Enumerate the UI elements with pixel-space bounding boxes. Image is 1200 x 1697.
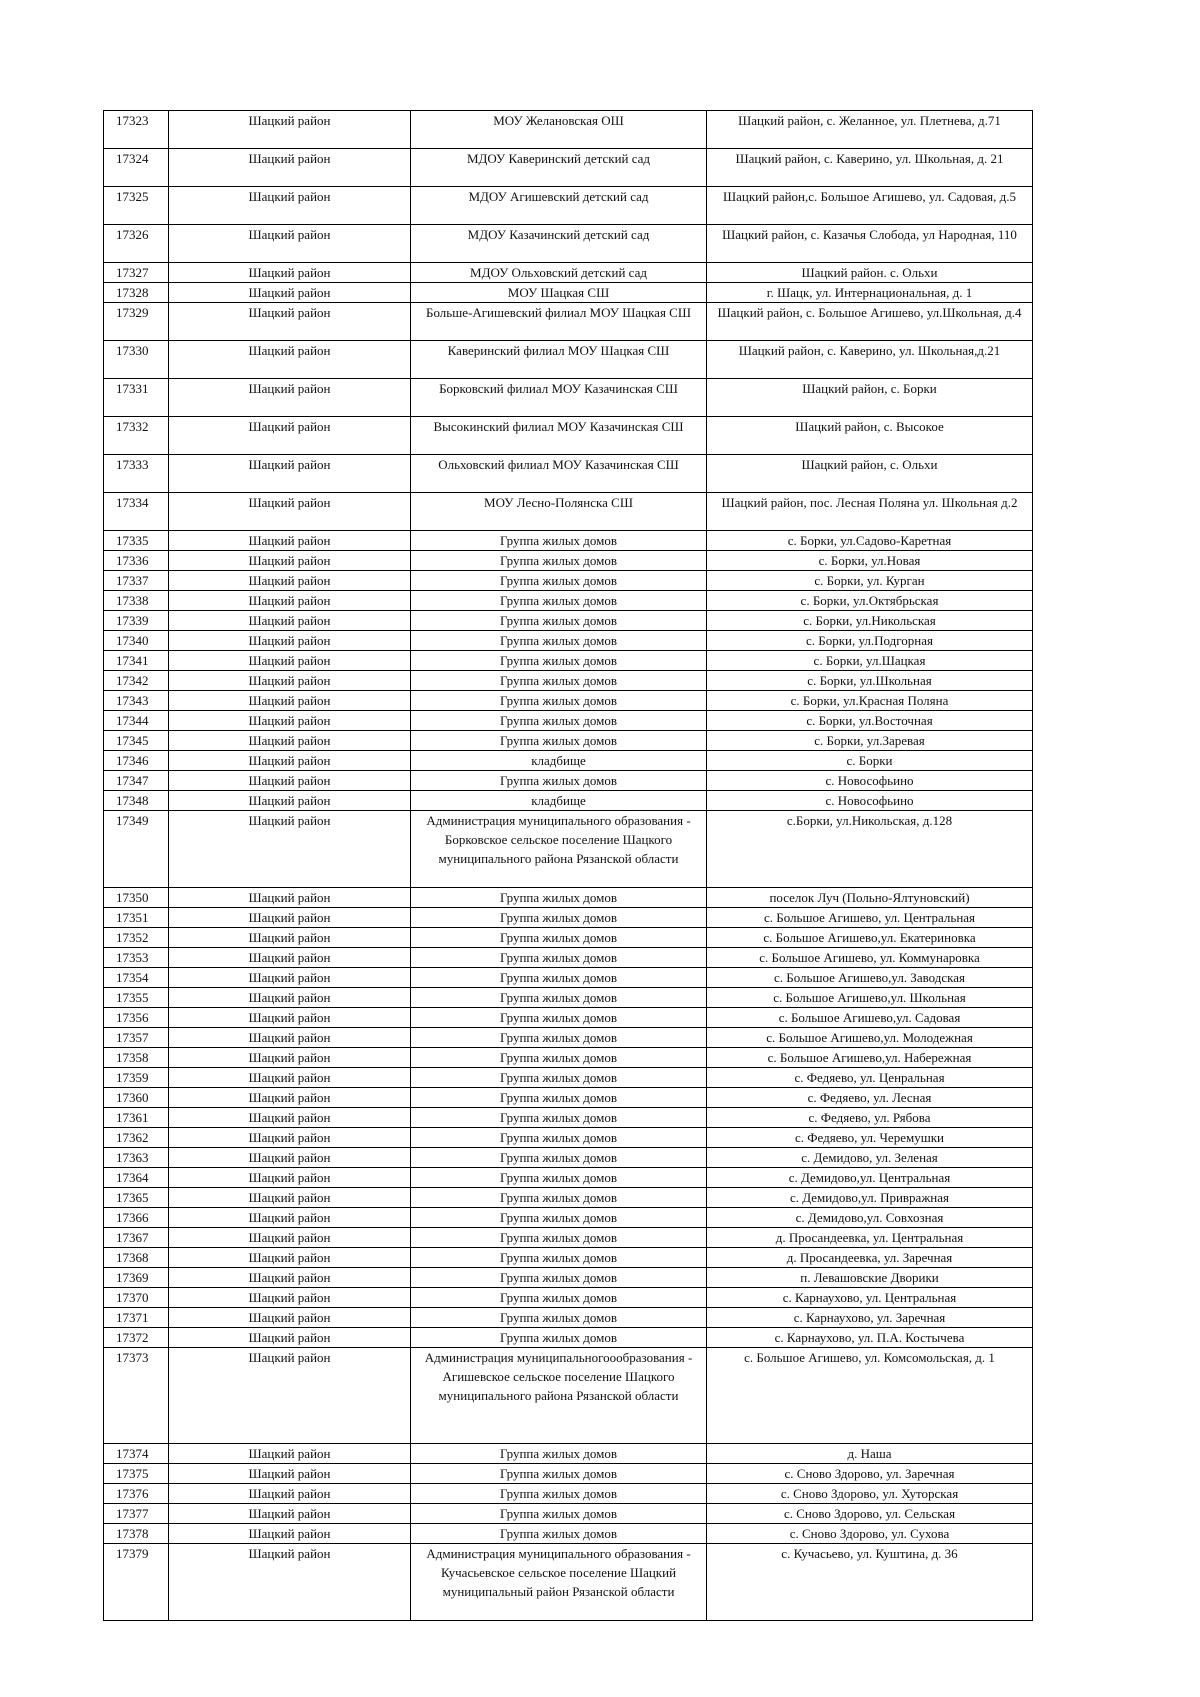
- row-id-cell: 17348: [104, 791, 169, 811]
- row-id-cell: 17341: [104, 651, 169, 671]
- object-name-cell: МДОУ Казачинский детский сад: [411, 225, 707, 263]
- address-cell: Шацкий район, с. Желанное, ул. Плетнева, д.71: [707, 111, 1033, 149]
- district-cell: Шацкий район: [169, 531, 411, 551]
- table-row: [104, 948, 1033, 968]
- table-row: [104, 111, 1033, 149]
- row-id-cell: 17354: [104, 968, 169, 988]
- district-cell: Шацкий район: [169, 751, 411, 771]
- district-cell: Шацкий район: [169, 771, 411, 791]
- object-name-cell: Группа жилых домов: [411, 928, 707, 948]
- district-cell: Шацкий район: [169, 631, 411, 651]
- address-cell: с. Новософьино: [707, 791, 1033, 811]
- district-cell: Шацкий район: [169, 187, 411, 225]
- table-row: [104, 1228, 1033, 1248]
- row-id-cell: 17351: [104, 908, 169, 928]
- object-name-cell: Группа жилых домов: [411, 1328, 707, 1348]
- table-row: [104, 1068, 1033, 1088]
- table-row: [104, 493, 1033, 531]
- row-id-cell: 17325: [104, 187, 169, 225]
- address-cell: д. Наша: [707, 1444, 1033, 1464]
- district-cell: Шацкий район: [169, 811, 411, 888]
- district-cell: Шацкий район: [169, 1464, 411, 1484]
- address-cell: с. Борки, ул.Новая: [707, 551, 1033, 571]
- address-cell: с. Федяево, ул. Черемушки: [707, 1128, 1033, 1148]
- object-name-cell: Группа жилых домов: [411, 1128, 707, 1148]
- district-cell: Шацкий район: [169, 671, 411, 691]
- district-cell: Шацкий район: [169, 149, 411, 187]
- address-cell: с. Карнаухово, ул. Центральная: [707, 1288, 1033, 1308]
- object-name-cell: Группа жилых домов: [411, 731, 707, 751]
- district-cell: Шацкий район: [169, 1444, 411, 1464]
- district-cell: Шацкий район: [169, 225, 411, 263]
- table-row: [104, 1168, 1033, 1188]
- object-name-cell: Группа жилых домов: [411, 1308, 707, 1328]
- row-id-cell: 17335: [104, 531, 169, 551]
- table-row: [104, 651, 1033, 671]
- table-row: [104, 1544, 1033, 1621]
- table-row: [104, 1128, 1033, 1148]
- table-row: [104, 1048, 1033, 1068]
- object-name-cell: Группа жилых домов: [411, 1464, 707, 1484]
- object-name-cell: Группа жилых домов: [411, 1268, 707, 1288]
- district-cell: Шацкий район: [169, 1168, 411, 1188]
- district-cell: Шацкий район: [169, 1308, 411, 1328]
- district-cell: Шацкий район: [169, 1544, 411, 1621]
- table-row: [104, 1328, 1033, 1348]
- district-cell: Шацкий район: [169, 888, 411, 908]
- object-name-cell: Группа жилых домов: [411, 908, 707, 928]
- object-name-cell: Группа жилых домов: [411, 888, 707, 908]
- district-cell: Шацкий район: [169, 1268, 411, 1288]
- row-id-cell: 17359: [104, 1068, 169, 1088]
- table-row: [104, 417, 1033, 455]
- table-row: [104, 1188, 1033, 1208]
- row-id-cell: 17337: [104, 571, 169, 591]
- object-name-cell: Группа жилых домов: [411, 771, 707, 791]
- address-cell: д. Просандеевка, ул. Центральная: [707, 1228, 1033, 1248]
- row-id-cell: 17339: [104, 611, 169, 631]
- object-name-cell: Группа жилых домов: [411, 1248, 707, 1268]
- district-cell: Шацкий район: [169, 1148, 411, 1168]
- district-cell: Шацкий район: [169, 1068, 411, 1088]
- table-row: [104, 187, 1033, 225]
- row-id-cell: 17334: [104, 493, 169, 531]
- address-cell: Шацкий район, с. Борки: [707, 379, 1033, 417]
- object-name-cell: МДОУ Ольховский детский сад: [411, 263, 707, 283]
- address-cell: с. Большое Агишево,ул. Екатериновка: [707, 928, 1033, 948]
- district-cell: Шацкий район: [169, 1108, 411, 1128]
- objects-table: [103, 110, 1033, 1621]
- table-row: [104, 691, 1033, 711]
- row-id-cell: 17352: [104, 928, 169, 948]
- district-cell: Шацкий район: [169, 417, 411, 455]
- object-name-cell: МОУ Лесно-Полянска СШ: [411, 493, 707, 531]
- district-cell: Шацкий район: [169, 1088, 411, 1108]
- table-row: [104, 1008, 1033, 1028]
- row-id-cell: 17346: [104, 751, 169, 771]
- row-id-cell: 17353: [104, 948, 169, 968]
- row-id-cell: 17328: [104, 283, 169, 303]
- address-cell: с. Борки, ул.Заревая: [707, 731, 1033, 751]
- object-name-cell: Группа жилых домов: [411, 691, 707, 711]
- table-row: [104, 811, 1033, 888]
- district-cell: Шацкий район: [169, 968, 411, 988]
- address-cell: с. Борки: [707, 751, 1033, 771]
- table-row: [104, 988, 1033, 1008]
- object-name-cell: Группа жилых домов: [411, 631, 707, 651]
- table-row: [104, 571, 1033, 591]
- address-cell: с. Борки, ул.Красная Поляна: [707, 691, 1033, 711]
- district-cell: Шацкий район: [169, 1048, 411, 1068]
- table-row: [104, 455, 1033, 493]
- address-cell: с. Карнаухово, ул. П.А. Костычева: [707, 1328, 1033, 1348]
- district-cell: Шацкий район: [169, 1008, 411, 1028]
- object-name-cell: Ольховский филиал МОУ Казачинская СШ: [411, 455, 707, 493]
- address-cell: Шацкий район, с. Казачья Слобода, ул Народная, 110: [707, 225, 1033, 263]
- row-id-cell: 17371: [104, 1308, 169, 1328]
- object-name-cell: Группа жилых домов: [411, 1048, 707, 1068]
- object-name-cell: МОУ Шацкая СШ: [411, 283, 707, 303]
- object-name-cell: Группа жилых домов: [411, 988, 707, 1008]
- object-name-cell: МДОУ Агишевский детский сад: [411, 187, 707, 225]
- address-cell: поселок Луч (Польно-Ялтуновский): [707, 888, 1033, 908]
- row-id-cell: 17331: [104, 379, 169, 417]
- table-row: [104, 791, 1033, 811]
- table-row: [104, 149, 1033, 187]
- table-row: [104, 551, 1033, 571]
- row-id-cell: 17372: [104, 1328, 169, 1348]
- district-cell: Шацкий район: [169, 928, 411, 948]
- object-name-cell: Группа жилых домов: [411, 1228, 707, 1248]
- row-id-cell: 17360: [104, 1088, 169, 1108]
- row-id-cell: 17365: [104, 1188, 169, 1208]
- row-id-cell: 17350: [104, 888, 169, 908]
- address-cell: с. Борки, ул.Подгорная: [707, 631, 1033, 651]
- row-id-cell: 17323: [104, 111, 169, 149]
- table-row: [104, 888, 1033, 908]
- table-row: [104, 928, 1033, 948]
- object-name-cell: Группа жилых домов: [411, 711, 707, 731]
- row-id-cell: 17344: [104, 711, 169, 731]
- address-cell: с. Борки, ул.Школьная: [707, 671, 1033, 691]
- object-name-cell: Группа жилых домов: [411, 1168, 707, 1188]
- object-name-cell: Группа жилых домов: [411, 1068, 707, 1088]
- object-name-cell: Группа жилых домов: [411, 1088, 707, 1108]
- object-name-cell: Группа жилых домов: [411, 551, 707, 571]
- district-cell: Шацкий район: [169, 341, 411, 379]
- object-name-cell: кладбище: [411, 791, 707, 811]
- address-cell: с. Борки, ул.Никольская: [707, 611, 1033, 631]
- address-cell: с. Борки, ул.Садово-Каретная: [707, 531, 1033, 551]
- table-row: [104, 1524, 1033, 1544]
- district-cell: Шацкий район: [169, 283, 411, 303]
- address-cell: с. Большое Агишево,ул. Заводская: [707, 968, 1033, 988]
- district-cell: Шацкий район: [169, 303, 411, 341]
- address-cell: с. Карнаухово, ул. Заречная: [707, 1308, 1033, 1328]
- address-cell: с. Федяево, ул. Рябова: [707, 1108, 1033, 1128]
- address-cell: п. Левашовские Дворики: [707, 1268, 1033, 1288]
- address-cell: с. Борки, ул. Курган: [707, 571, 1033, 591]
- object-name-cell: Группа жилых домов: [411, 571, 707, 591]
- table-row: [104, 671, 1033, 691]
- table-body: [104, 111, 1033, 1621]
- object-name-cell: Группа жилых домов: [411, 968, 707, 988]
- row-id-cell: 17361: [104, 1108, 169, 1128]
- object-name-cell: Высокинский филиал МОУ Казачинская СШ: [411, 417, 707, 455]
- district-cell: Шацкий район: [169, 1228, 411, 1248]
- object-name-cell: Группа жилых домов: [411, 1008, 707, 1028]
- table-row: [104, 1268, 1033, 1288]
- object-name-cell: Группа жилых домов: [411, 651, 707, 671]
- address-cell: Шацкий район, с. Ольхи: [707, 455, 1033, 493]
- address-cell: Шацкий район,с. Большое Агишево, ул. Садовая, д.5: [707, 187, 1033, 225]
- object-name-cell: Администрация муниципального образования - Борковское сельское поселение Шацкого муниципального района Рязанской области: [411, 811, 707, 888]
- row-id-cell: 17364: [104, 1168, 169, 1188]
- address-cell: с. Большое Агишево,ул. Молодежная: [707, 1028, 1033, 1048]
- address-cell: с. Демидово,ул. Совхозная: [707, 1208, 1033, 1228]
- object-name-cell: Группа жилых домов: [411, 1484, 707, 1504]
- row-id-cell: 17333: [104, 455, 169, 493]
- row-id-cell: 17327: [104, 263, 169, 283]
- table-row: [104, 908, 1033, 928]
- table-row: [104, 1288, 1033, 1308]
- table-row: [104, 283, 1033, 303]
- table-row: [104, 1108, 1033, 1128]
- table-row: [104, 1028, 1033, 1048]
- address-cell: Шацкий район, с. Каверино, ул. Школьная, д. 21: [707, 149, 1033, 187]
- address-cell: с. Сново Здорово, ул. Хуторская: [707, 1484, 1033, 1504]
- row-id-cell: 17326: [104, 225, 169, 263]
- row-id-cell: 17356: [104, 1008, 169, 1028]
- object-name-cell: Группа жилых домов: [411, 1028, 707, 1048]
- district-cell: Шацкий район: [169, 263, 411, 283]
- district-cell: Шацкий район: [169, 731, 411, 751]
- district-cell: Шацкий район: [169, 1524, 411, 1544]
- row-id-cell: 17373: [104, 1348, 169, 1444]
- district-cell: Шацкий район: [169, 455, 411, 493]
- object-name-cell: Группа жилых домов: [411, 1148, 707, 1168]
- table-row: [104, 531, 1033, 551]
- table-row: [104, 591, 1033, 611]
- district-cell: Шацкий район: [169, 1504, 411, 1524]
- address-cell: г. Шацк, ул. Интернациональная, д. 1: [707, 283, 1033, 303]
- district-cell: Шацкий район: [169, 948, 411, 968]
- row-id-cell: 17332: [104, 417, 169, 455]
- row-id-cell: 17338: [104, 591, 169, 611]
- table-row: [104, 1088, 1033, 1108]
- address-cell: с. Большое Агишево, ул. Центральная: [707, 908, 1033, 928]
- table-row: [104, 711, 1033, 731]
- object-name-cell: Группа жилых домов: [411, 1188, 707, 1208]
- table-row: [104, 751, 1033, 771]
- table-row: [104, 263, 1033, 283]
- row-id-cell: 17342: [104, 671, 169, 691]
- district-cell: Шацкий район: [169, 651, 411, 671]
- object-name-cell: Группа жилых домов: [411, 531, 707, 551]
- address-cell: Шацкий район, с. Большое Агишево, ул.Школьная, д.4: [707, 303, 1033, 341]
- row-id-cell: 17324: [104, 149, 169, 187]
- district-cell: Шацкий район: [169, 1028, 411, 1048]
- row-id-cell: 17366: [104, 1208, 169, 1228]
- address-cell: с. Борки, ул.Шацкая: [707, 651, 1033, 671]
- row-id-cell: 17379: [104, 1544, 169, 1621]
- table-row: [104, 631, 1033, 651]
- table-row: [104, 1348, 1033, 1444]
- row-id-cell: 17357: [104, 1028, 169, 1048]
- address-cell: с. Демидово,ул. Привражная: [707, 1188, 1033, 1208]
- row-id-cell: 17362: [104, 1128, 169, 1148]
- district-cell: Шацкий район: [169, 551, 411, 571]
- row-id-cell: 17368: [104, 1248, 169, 1268]
- district-cell: Шацкий район: [169, 111, 411, 149]
- row-id-cell: 17330: [104, 341, 169, 379]
- table-row: [104, 771, 1033, 791]
- object-name-cell: Группа жилых домов: [411, 611, 707, 631]
- district-cell: Шацкий район: [169, 493, 411, 531]
- table-row: [104, 1308, 1033, 1328]
- address-cell: Шацкий район. с. Ольхи: [707, 263, 1033, 283]
- object-name-cell: Борковский филиал МОУ Казачинская СШ: [411, 379, 707, 417]
- object-name-cell: Администрация муниципальногоообразования - Агишевское сельское поселение Шацкого муниципального района Рязанской области: [411, 1348, 707, 1444]
- table-row: [104, 1464, 1033, 1484]
- row-id-cell: 17363: [104, 1148, 169, 1168]
- address-cell: с.Борки, ул.Никольская, д.128: [707, 811, 1033, 888]
- table-row: [104, 1148, 1033, 1168]
- address-cell: с. Большое Агишево,ул. Школьная: [707, 988, 1033, 1008]
- row-id-cell: 17343: [104, 691, 169, 711]
- address-cell: с. Кучасьево, ул. Куштина, д. 36: [707, 1544, 1033, 1621]
- row-id-cell: 17367: [104, 1228, 169, 1248]
- table-row: [104, 731, 1033, 751]
- address-cell: с. Борки, ул.Октябрьская: [707, 591, 1033, 611]
- row-id-cell: 17369: [104, 1268, 169, 1288]
- address-cell: с. Сново Здорово, ул. Сельская: [707, 1504, 1033, 1524]
- address-cell: с. Большое Агишево,ул. Набережная: [707, 1048, 1033, 1068]
- table-row: [104, 611, 1033, 631]
- row-id-cell: 17375: [104, 1464, 169, 1484]
- district-cell: Шацкий район: [169, 1484, 411, 1504]
- object-name-cell: МОУ Желановская ОШ: [411, 111, 707, 149]
- table-row: [104, 1248, 1033, 1268]
- address-cell: с. Федяево, ул. Лесная: [707, 1088, 1033, 1108]
- object-name-cell: Каверинский филиал МОУ Шацкая СШ: [411, 341, 707, 379]
- object-name-cell: Группа жилых домов: [411, 948, 707, 968]
- table-row: [104, 968, 1033, 988]
- district-cell: Шацкий район: [169, 571, 411, 591]
- address-cell: д. Просандеевка, ул. Заречная: [707, 1248, 1033, 1268]
- row-id-cell: 17370: [104, 1288, 169, 1308]
- district-cell: Шацкий район: [169, 1128, 411, 1148]
- address-cell: Шацкий район, пос. Лесная Поляна ул. Школьная д.2: [707, 493, 1033, 531]
- address-cell: с. Сново Здорово, ул. Сухова: [707, 1524, 1033, 1544]
- table-row: [104, 1484, 1033, 1504]
- row-id-cell: 17329: [104, 303, 169, 341]
- table-row: [104, 341, 1033, 379]
- district-cell: Шацкий район: [169, 611, 411, 631]
- row-id-cell: 17340: [104, 631, 169, 651]
- row-id-cell: 17374: [104, 1444, 169, 1464]
- address-cell: Шацкий район, с. Высокое: [707, 417, 1033, 455]
- address-cell: с. Большое Агишево, ул. Коммунаровка: [707, 948, 1033, 968]
- district-cell: Шацкий район: [169, 691, 411, 711]
- district-cell: Шацкий район: [169, 791, 411, 811]
- district-cell: Шацкий район: [169, 591, 411, 611]
- district-cell: Шацкий район: [169, 1328, 411, 1348]
- object-name-cell: Группа жилых домов: [411, 591, 707, 611]
- row-id-cell: 17377: [104, 1504, 169, 1524]
- district-cell: Шацкий район: [169, 1208, 411, 1228]
- row-id-cell: 17345: [104, 731, 169, 751]
- table-row: [104, 1208, 1033, 1228]
- object-name-cell: Группа жилых домов: [411, 1108, 707, 1128]
- district-cell: Шацкий район: [169, 908, 411, 928]
- district-cell: Шацкий район: [169, 711, 411, 731]
- object-name-cell: Группа жилых домов: [411, 1504, 707, 1524]
- address-cell: с. Демидово, ул. Зеленая: [707, 1148, 1033, 1168]
- row-id-cell: 17358: [104, 1048, 169, 1068]
- district-cell: Шацкий район: [169, 988, 411, 1008]
- district-cell: Шацкий район: [169, 379, 411, 417]
- table-row: [104, 303, 1033, 341]
- row-id-cell: 17355: [104, 988, 169, 1008]
- object-name-cell: Группа жилых домов: [411, 671, 707, 691]
- district-cell: Шацкий район: [169, 1288, 411, 1308]
- row-id-cell: 17336: [104, 551, 169, 571]
- address-cell: с. Федяево, ул. Ценральная: [707, 1068, 1033, 1088]
- table-row: [104, 1504, 1033, 1524]
- object-name-cell: Группа жилых домов: [411, 1524, 707, 1544]
- address-cell: с. Новософьино: [707, 771, 1033, 791]
- address-cell: с. Большое Агишево,ул. Садовая: [707, 1008, 1033, 1028]
- district-cell: Шацкий район: [169, 1188, 411, 1208]
- address-cell: Шацкий район, с. Каверино, ул. Школьная,д.21: [707, 341, 1033, 379]
- object-name-cell: Администрация муниципального образования - Кучасьевское сельское поселение Шацкий муниципальный район Рязанской области: [411, 1544, 707, 1621]
- object-name-cell: Группа жилых домов: [411, 1288, 707, 1308]
- address-cell: с. Сново Здорово, ул. Заречная: [707, 1464, 1033, 1484]
- table-row: [104, 379, 1033, 417]
- row-id-cell: 17347: [104, 771, 169, 791]
- table-row: [104, 225, 1033, 263]
- address-cell: с. Борки, ул.Восточная: [707, 711, 1033, 731]
- district-cell: Шацкий район: [169, 1248, 411, 1268]
- object-name-cell: МДОУ Каверинский детский сад: [411, 149, 707, 187]
- object-name-cell: кладбище: [411, 751, 707, 771]
- table-row: [104, 1444, 1033, 1464]
- object-name-cell: Группа жилых домов: [411, 1444, 707, 1464]
- address-cell: с. Большое Агишево, ул. Комсомольская, д. 1: [707, 1348, 1033, 1444]
- address-cell: с. Демидово,ул. Центральная: [707, 1168, 1033, 1188]
- row-id-cell: 17349: [104, 811, 169, 888]
- object-name-cell: Больше-Агишевский филиал МОУ Шацкая СШ: [411, 303, 707, 341]
- district-cell: Шацкий район: [169, 1348, 411, 1444]
- object-name-cell: Группа жилых домов: [411, 1208, 707, 1228]
- row-id-cell: 17376: [104, 1484, 169, 1504]
- row-id-cell: 17378: [104, 1524, 169, 1544]
